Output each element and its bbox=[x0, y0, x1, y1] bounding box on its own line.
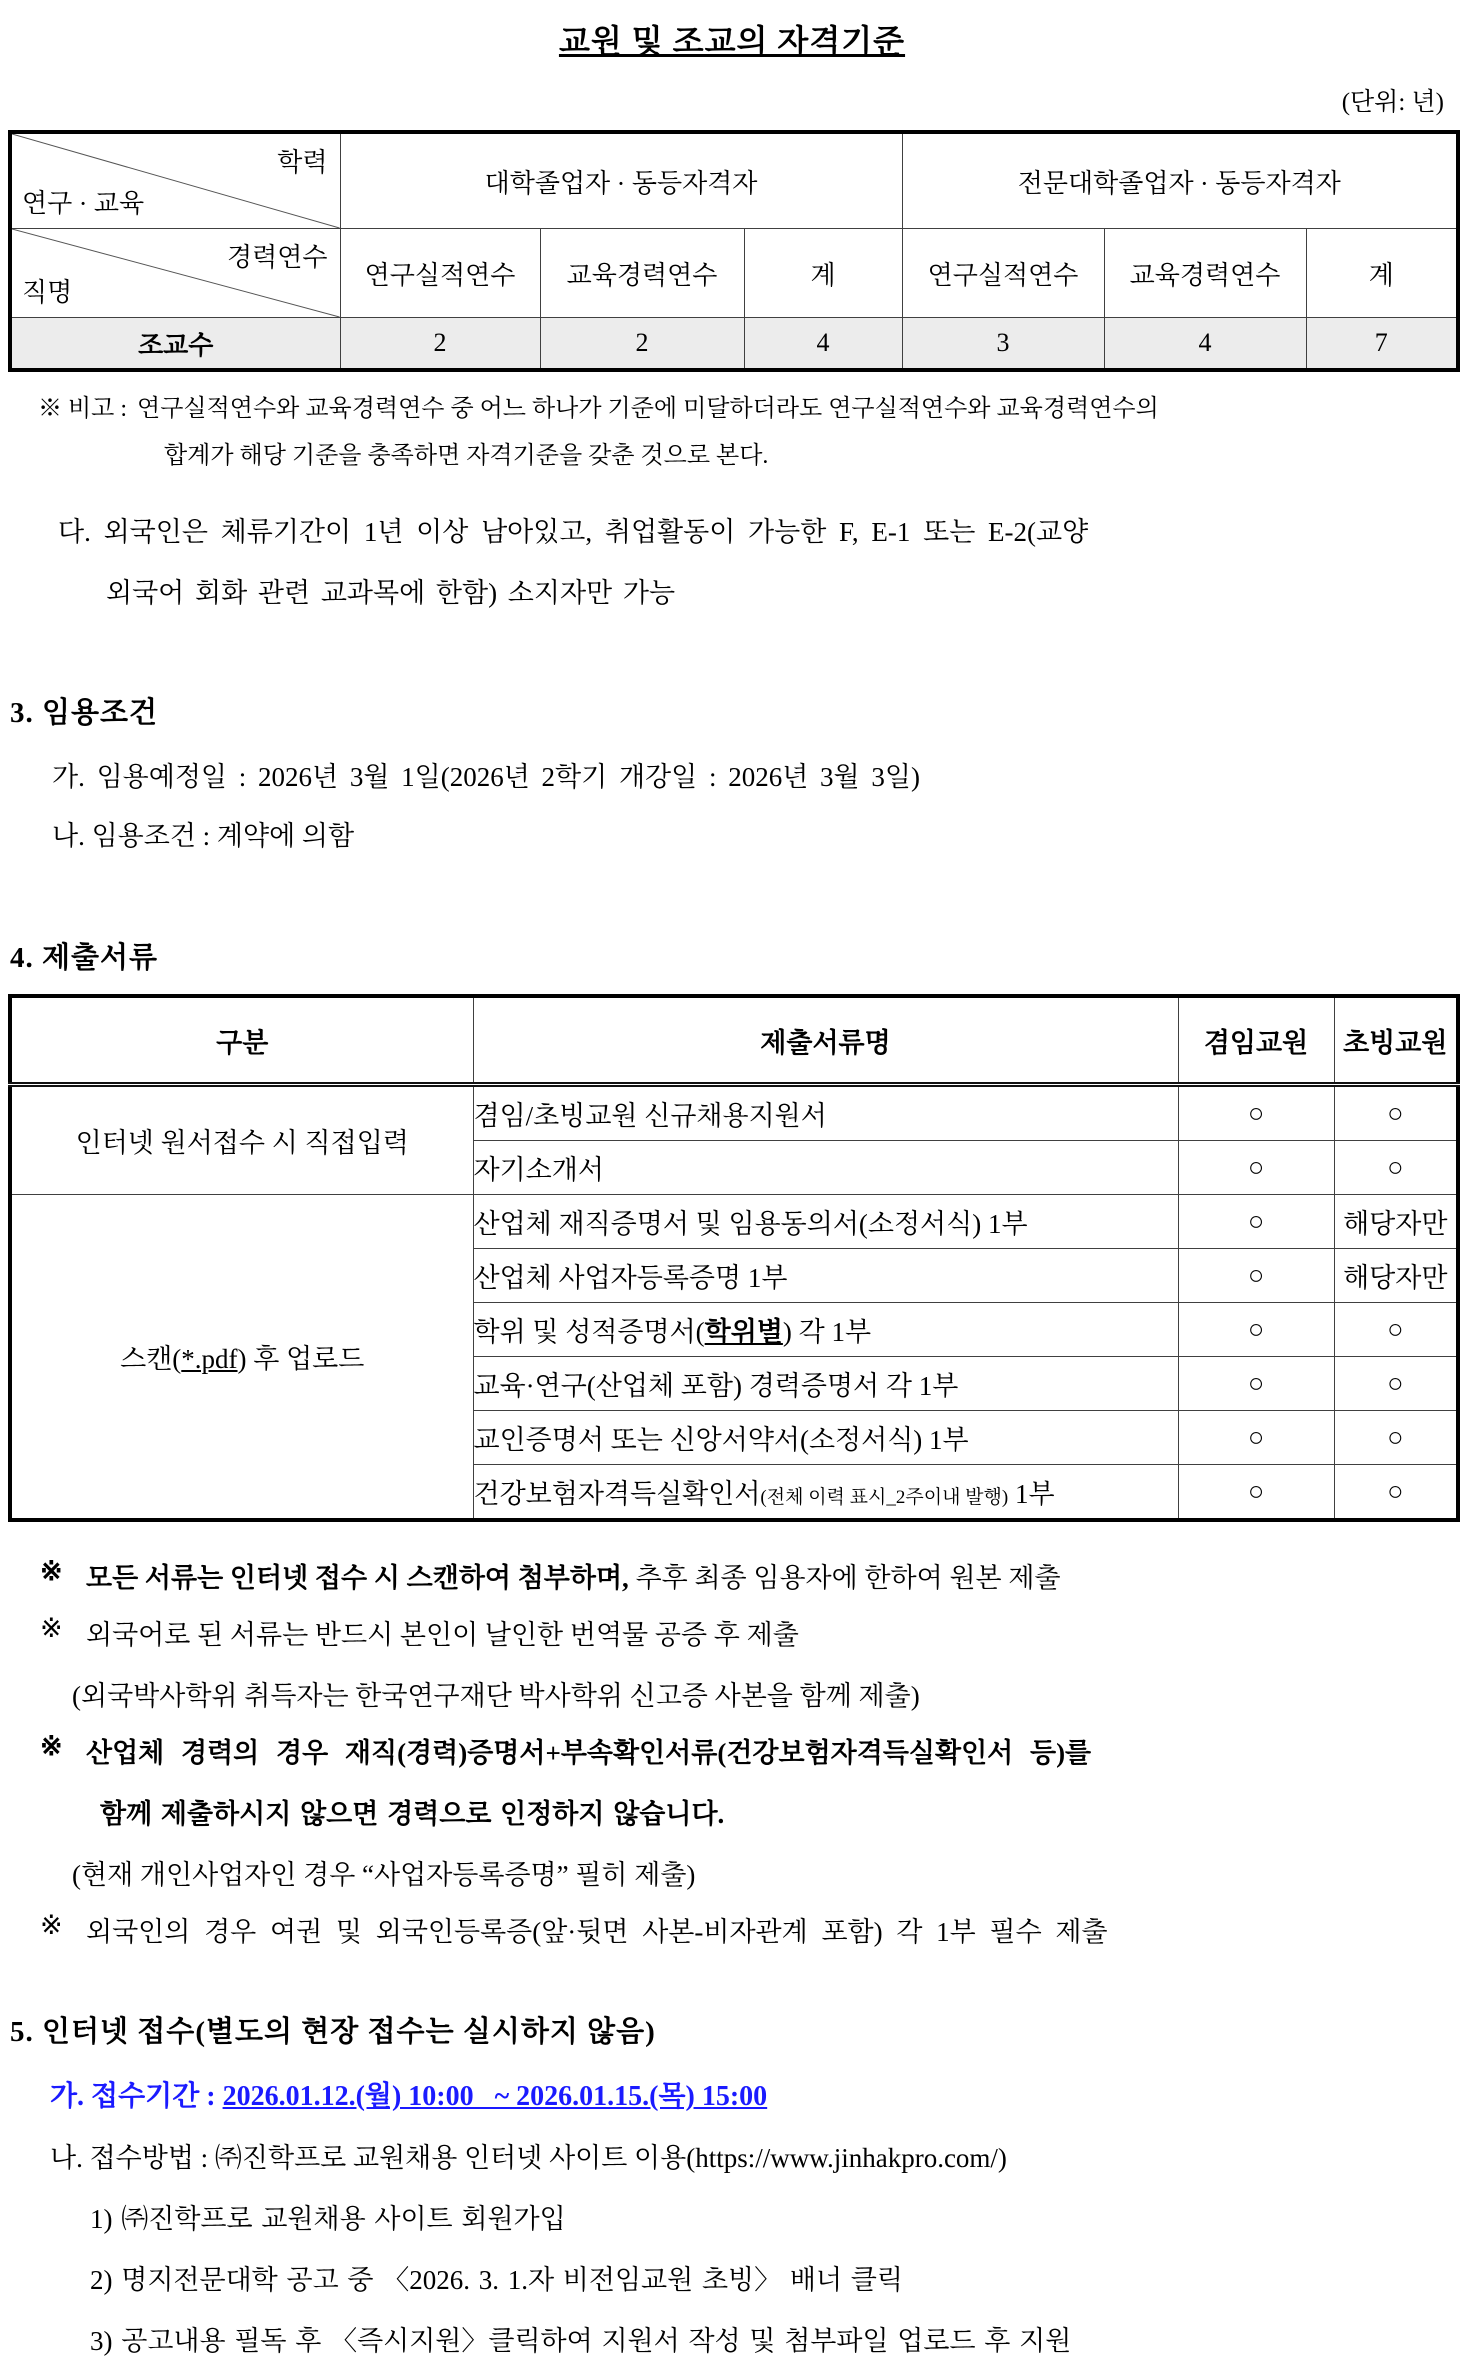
table-row bbox=[10, 1085, 1458, 1141]
section3-item-ga: 가. 임용예정일 : 2026년 3월 1일(2026년 2학기 개강일 : 2026년 3월 3일) bbox=[52, 762, 920, 792]
doc-name-emphasis: 학위별 bbox=[704, 1317, 783, 1347]
value-cell: 4 bbox=[1104, 318, 1306, 371]
doc-name-post: ) 각 1부 bbox=[782, 1317, 872, 1347]
note-foreign-phd: (외국박사학위 취득자는 한국연구재단 박사학위 신고증 사본을 함께 제출) bbox=[72, 1681, 920, 1711]
col-header-invited: 초빙교원 bbox=[1334, 996, 1458, 1085]
application-period-line bbox=[50, 2074, 1456, 2114]
row-label-assistant: 조교수 bbox=[10, 318, 340, 371]
group-label-scan-upload bbox=[10, 1195, 473, 1521]
section5-heading: 5. 인터넷 접수(별도의 현장 접수는 실시하지 않음) bbox=[10, 2016, 656, 2048]
section4-heading: 4. 제출서류 bbox=[10, 942, 159, 974]
circle-mark: ○ bbox=[1334, 1303, 1458, 1357]
asterisk-marker: ※ bbox=[40, 1613, 63, 1643]
step-signup: 1) ㈜진학프로 교원채용 사이트 회원가입 bbox=[90, 2204, 566, 2234]
value-cell: 2 bbox=[540, 318, 744, 371]
qual-data-row bbox=[10, 318, 1458, 371]
note-industry-career bbox=[40, 1731, 1456, 1770]
diag-label-education: 학력 bbox=[277, 148, 328, 177]
col-header-doc-name: 제출서류명 bbox=[473, 996, 1178, 1085]
documents-table bbox=[8, 994, 1460, 1522]
note-body bbox=[86, 1556, 1061, 1595]
note-body: 외국어로 된 서류는 반드시 본인이 날인한 번역물 공증 후 제출 bbox=[86, 1620, 799, 1650]
qual-header-row-2 bbox=[10, 229, 1458, 318]
note-all-docs bbox=[40, 1556, 1456, 1595]
circle-mark: ○ bbox=[1178, 1141, 1334, 1195]
bigo-text-1: 연구실적연수와 교육경력연수 중 어느 하나가 기준에 미달하더라도 연구실적연수와 교육경력연수의 bbox=[137, 396, 1159, 422]
application-method-line: 나. 접수방법 : ㈜진학프로 교원채용 인터넷 사이트 이용(https://www.jinhakpro.com/) bbox=[50, 2143, 1007, 2173]
doc-title: 교원 및 조교의 자격기준 bbox=[558, 23, 906, 59]
qualification-table bbox=[8, 130, 1460, 372]
subcol-teaching-2: 교육경력연수 bbox=[1104, 229, 1306, 318]
item-da-line2: 외국어 회화 관련 교과목에 한함) 소지자만 가능 bbox=[106, 578, 676, 608]
circle-mark: ○ bbox=[1334, 1357, 1458, 1411]
application-period-dates: 2026.01.12.(월) 10:00 ~ 2026.01.15.(목) 15:00 bbox=[222, 2081, 768, 2112]
circle-mark: ○ bbox=[1178, 1411, 1334, 1465]
note-industry-career-line2: 함께 제출하시지 않으면 경력으로 인정하지 않습니다. bbox=[100, 1799, 725, 1829]
circle-mark: ○ bbox=[1334, 1141, 1458, 1195]
note-body: 산업체 경력의 경우 재직(경력)증명서+부속확인서류(건강보험자격득실확인서 등)를 bbox=[86, 1738, 1092, 1768]
item-da-line1: 다. 외국인은 체류기간이 1년 이상 남아있고, 취업활동이 가능한 F, E-1 또는 E-2(교양 bbox=[58, 517, 1089, 547]
scan-label-post: ) 후 업로드 bbox=[237, 1344, 365, 1374]
value-cell: 7 bbox=[1306, 318, 1458, 371]
note-body: 외국인의 경우 여권 및 외국인등록증(앞·뒷면 사본-비자관계 포함) 각 1부 필수 제출 bbox=[86, 1917, 1108, 1947]
doc-name: 산업체 사업자등록증명 1부 bbox=[473, 1249, 1178, 1303]
doc-name: 자기소개서 bbox=[473, 1141, 1178, 1195]
eligible-only-label: 해당자만 bbox=[1334, 1249, 1458, 1303]
subcol-research-2: 연구실적연수 bbox=[902, 229, 1104, 318]
value-cell: 3 bbox=[902, 318, 1104, 371]
step-banner-click: 2) 명지전문대학 공고 중 〈2026. 3. 1.자 비전임교원 초빙〉 배너 클릭 bbox=[90, 2265, 903, 2295]
scan-label-pdf: *.pdf bbox=[181, 1344, 238, 1374]
note-regular-part: 추후 최종 임용자에 한하여 원본 제출 bbox=[628, 1563, 1061, 1593]
group-label-online-entry: 인터넷 원서접수 시 직접입력 bbox=[10, 1085, 473, 1195]
circle-mark: ○ bbox=[1178, 1249, 1334, 1303]
table-row bbox=[10, 1195, 1458, 1249]
note-foreign-docs bbox=[40, 1613, 1456, 1652]
doc-name bbox=[473, 1465, 1178, 1521]
unit-note: (단위: 년) bbox=[1341, 89, 1444, 116]
subcol-teaching-1: 교육경력연수 bbox=[540, 229, 744, 318]
bigo-note-line2: 합계가 해당 기준을 충족하면 자격기준을 갖춘 것으로 본다. bbox=[164, 443, 769, 469]
group-header-university: 대학졸업자 · 동등자격자 bbox=[340, 132, 902, 229]
circle-mark: ○ bbox=[1334, 1085, 1458, 1141]
section3-heading: 3. 임용조건 bbox=[10, 697, 159, 729]
scan-label-pre: 스캔( bbox=[120, 1344, 182, 1374]
circle-mark: ○ bbox=[1178, 1085, 1334, 1141]
doc-name-small-note: (전체 이력 표시_2주이내 발행) bbox=[760, 1487, 1009, 1508]
note-bold-part: 모든 서류는 인터넷 접수 시 스캔하여 첨부하며, bbox=[86, 1563, 629, 1593]
circle-mark: ○ bbox=[1178, 1303, 1334, 1357]
circle-mark: ○ bbox=[1178, 1357, 1334, 1411]
doc-name-pre: 건강보험자격득실확인서 bbox=[473, 1479, 761, 1509]
circle-mark: ○ bbox=[1334, 1411, 1458, 1465]
group-header-college: 전문대학졸업자 · 동등자격자 bbox=[902, 132, 1458, 229]
doc-name: 산업체 재직증명서 및 임용동의서(소정서식) 1부 bbox=[473, 1195, 1178, 1249]
circle-mark: ○ bbox=[1334, 1465, 1458, 1521]
section3-item-na: 나. 임용조건 : 계약에 의함 bbox=[52, 821, 355, 851]
asterisk-marker: ※ bbox=[40, 1556, 63, 1586]
value-cell: 2 bbox=[340, 318, 540, 371]
subcol-total-2: 계 bbox=[1306, 229, 1458, 318]
value-cell: 4 bbox=[744, 318, 902, 371]
application-period-label: 가. 접수기간 : bbox=[50, 2081, 223, 2112]
eligible-only-label: 해당자만 bbox=[1334, 1195, 1458, 1249]
step-apply-upload: 3) 공고내용 필독 후 〈즉시지원〉클릭하여 지원서 작성 및 첨부파일 업로드 후 지원 bbox=[90, 2326, 1072, 2356]
doc-name-post: 1부 bbox=[1008, 1479, 1055, 1509]
note-self-employed: (현재 개인사업자인 경우 “사업자등록증명” 필히 제출) bbox=[72, 1860, 696, 1890]
docs-header-row bbox=[10, 996, 1458, 1085]
doc-name: 교인증명서 또는 신앙서약서(소정서식) 1부 bbox=[473, 1411, 1178, 1465]
doc-name: 겸임/초빙교원 신규채용지원서 bbox=[473, 1085, 1178, 1141]
doc-name-pre: 학위 및 성적증명서( bbox=[473, 1317, 705, 1347]
asterisk-marker: ※ bbox=[40, 1910, 63, 1940]
diagonal-cell-top bbox=[10, 132, 340, 229]
doc-name bbox=[473, 1303, 1178, 1357]
bigo-note-line1 bbox=[38, 388, 1456, 423]
circle-mark: ○ bbox=[1178, 1465, 1334, 1521]
asterisk-marker: ※ bbox=[40, 1731, 63, 1761]
doc-name: 교육·연구(산업체 포함) 경력증명서 각 1부 bbox=[473, 1357, 1178, 1411]
subcol-total-1: 계 bbox=[744, 229, 902, 318]
col-header-adjunct: 겸임교원 bbox=[1178, 996, 1334, 1085]
diagonal-cell-bottom bbox=[10, 229, 340, 318]
subcol-research-1: 연구실적연수 bbox=[340, 229, 540, 318]
qual-header-row-1 bbox=[10, 132, 1458, 229]
circle-mark: ○ bbox=[1178, 1195, 1334, 1249]
note-foreigner-passport bbox=[40, 1910, 1456, 1949]
col-header-category: 구분 bbox=[10, 996, 473, 1085]
bigo-prefix: ※ 비고 : bbox=[38, 396, 128, 422]
diag-label-position: 직명 bbox=[22, 278, 73, 307]
diag-label-research-education: 연구 · 교육 bbox=[22, 189, 145, 218]
diag-label-career-years: 경력연수 bbox=[227, 243, 328, 272]
